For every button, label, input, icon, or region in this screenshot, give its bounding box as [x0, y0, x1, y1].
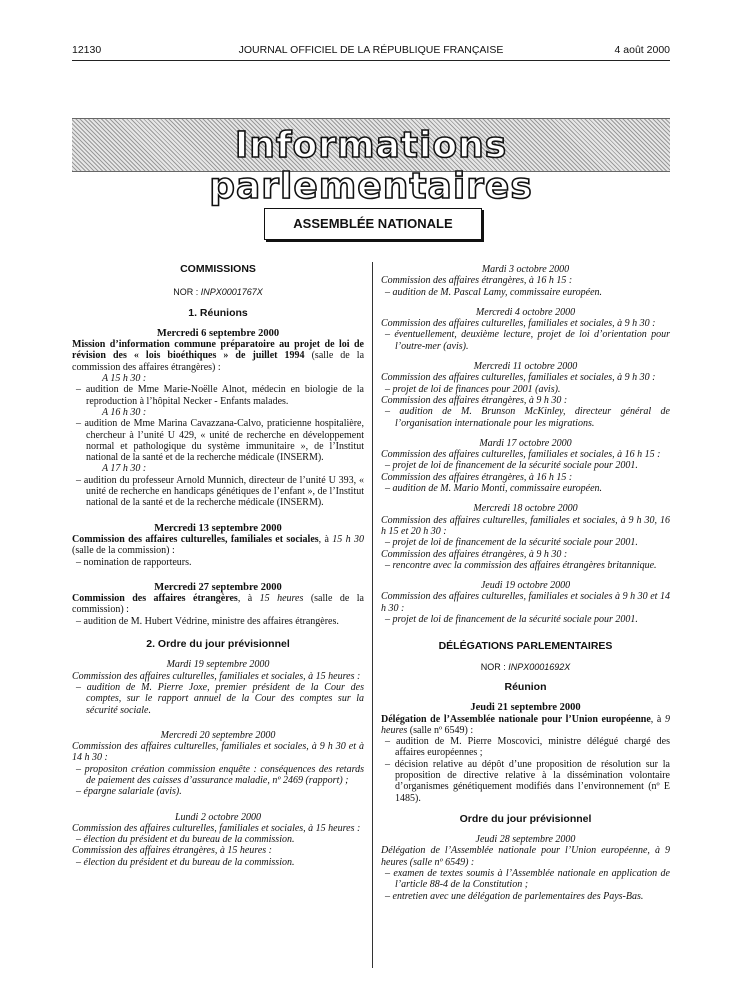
commissions-heading: COMMISSIONS: [180, 263, 256, 275]
commission-paragraph: Commission des affaires étrangères, à 9 h 30 :: [381, 394, 568, 406]
agenda-item: – audition de M. Pierre Joxe, premier président de la Cour des comptes, sur le rapport annuel de la Cour des comptes sur la sécurité sociale.: [76, 681, 364, 716]
day-heading: Mercredi 11 octobre 2000: [473, 361, 578, 373]
agenda-item: – audition de M. Pierre Moscovici, ministre délégué chargé des affaires européennes ;: [385, 736, 670, 759]
commission-paragraph: Commission des affaires culturelles, familiales et sociales, à 15 heures :: [72, 822, 361, 834]
day-heading: Mardi 19 septembre 2000: [166, 659, 270, 671]
day-heading: Mercredi 20 septembre 2000: [160, 729, 276, 741]
reunions-heading: 1. Réunions: [188, 306, 248, 319]
agenda-item: – éventuellement, deuxième lecture, projet de loi d’orientation pour l’outre-mer (avis).: [385, 329, 670, 352]
day-heading: Mercredi 13 septembre 2000: [154, 522, 282, 534]
day-heading: Mercredi 4 octobre 2000: [475, 306, 576, 318]
agenda-item: – examen de textes soumis à l’Assemblée nationale en application de l’article 88-4 de la Constitution ;: [385, 868, 670, 891]
agenda-item: – audition de M. Pascal Lamy, commissaire européen.: [385, 286, 603, 298]
commission-paragraph: Commission des affaires étrangères, à 16 h 15 :: [381, 471, 573, 483]
commission-paragraph: Commission des affaires étrangères, à 15 heures :: [72, 845, 272, 857]
agenda-item: – projet de loi de financement de la sécurité sociale pour 2001.: [385, 614, 638, 626]
mission-paragraph: Mission d’information commune préparatoire au projet de loi de révision des « lois bioéthiques » de juillet 1994 (salle de la commission des affaires étrangères) :: [72, 339, 365, 373]
commission-paragraph: Commission des affaires culturelles, familiales et sociales, à 9 h 30, 16 h 15 et 20 h 30 :: [381, 514, 670, 537]
ordre-du-jour-heading: 2. Ordre du jour prévisionnel: [146, 638, 290, 651]
agenda-item: – élection du président et du bureau de la commission.: [76, 834, 295, 846]
agenda-item: – élection du président et du bureau de la commission.: [76, 856, 295, 868]
day-heading: Mercredi 6 septembre 2000: [156, 327, 280, 339]
nor-reference: NOR : INPX0001692X: [480, 661, 571, 672]
delegation-paragraph: Délégation de l’Assemblée nationale pour l’Union européenne, à 9 heures (salle nº 6549) :: [381, 845, 670, 868]
commission-paragraph: Commission des affaires étrangères, à 15 heures (salle de la commission) :: [72, 593, 364, 616]
agenda-item: – audition de M. Hubert Védrine, ministre des affaires étrangères.: [76, 615, 339, 627]
agenda-item: – audition de Mme Marie-Noëlle Alnot, médecin en biologie de la reproduction à l’hôpital Necker - Enfants malades.: [76, 384, 364, 407]
commission-paragraph: Commission des affaires culturelles, familiales et sociales, à 9 h 30 :: [381, 372, 656, 384]
day-heading: Jeudi 19 octobre 2000: [480, 580, 571, 592]
nor-reference: NOR : INPX0001767X: [173, 287, 263, 298]
day-heading: Lundi 2 octobre 2000: [174, 811, 261, 823]
time-slot: A 17 h 30 :: [102, 463, 147, 475]
commission-paragraph: Commission des affaires culturelles, familiales et sociales, à 16 h 15 :: [381, 449, 661, 461]
section-banner: [72, 118, 670, 207]
page-number: 12130: [72, 44, 102, 56]
right-column: [381, 264, 670, 902]
time-slot: A 15 h 30 :: [102, 373, 147, 385]
agenda-item: – nomination de rapporteurs.: [76, 556, 192, 568]
day-heading: Mardi 17 octobre 2000: [479, 437, 572, 449]
delegations-heading: DÉLÉGATIONS PARLEMENTAIRES: [438, 640, 613, 653]
day-heading: Jeudi 21 septembre 2000: [470, 702, 581, 714]
day-heading: Mercredi 27 septembre 2000: [154, 581, 282, 593]
day-heading: Jeudi 28 septembre 2000: [475, 834, 576, 846]
journal-title: JOURNAL OFFICIEL DE LA RÉPUBLIQUE FRANÇAISE: [238, 44, 504, 56]
agenda-item: – décision relative au dépôt d’une proposition de résolution sur la proposition de directive relative à la dissémination volontaire d’organismes génétiquement modifiés dans l’environnement (nº E 1485).: [385, 758, 670, 804]
ordre-du-jour-heading: Ordre du jour prévisionnel: [459, 812, 592, 825]
banner-title: Informations parlementaires: [209, 125, 533, 207]
agenda-item: – projet de loi de finances pour 2001 (avis).: [385, 383, 561, 395]
agenda-item: – projet de loi de financement de la sécurité sociale pour 2001.: [385, 537, 638, 549]
delegation-paragraph: Délégation de l’Assemblée nationale pour l’Union européenne, à 9 heures (salle nº 6549) :: [381, 713, 670, 736]
day-heading: Mercredi 18 octobre 2000: [473, 503, 578, 515]
issue-date: 4 août 2000: [614, 44, 670, 56]
reunion-heading: Réunion: [504, 680, 547, 693]
agenda-item: – épargne salariale (avis).: [76, 786, 182, 798]
agenda-item: – rencontre avec la commission des affaires étrangères britannique.: [385, 559, 657, 571]
time-slot: A 16 h 30 :: [102, 406, 147, 418]
chamber-title-box: [264, 208, 482, 240]
chamber-title: ASSEMBLÉE NATIONALE: [293, 216, 453, 231]
agenda-item: – audition de Mme Marina Cavazzana-Calvo, praticienne hospitalière, chercheur à l’unité U 429, « unité de recherche en développement normal et pathologique du système immunitaire », de l’Institut national de la santé et de la recherche médicale (INSERM).: [76, 418, 364, 464]
day-heading: Mardi 3 octobre 2000: [481, 264, 570, 275]
commission-paragraph: Commission des affaires culturelles, familiales et sociales à 9 h 30 et 14 h 30 :: [381, 591, 670, 614]
agenda-item: – entretien avec une délégation de parlementaires des Pays-Bas.: [385, 890, 644, 902]
agenda-item: – projet de loi de financement de la sécurité sociale pour 2001.: [385, 460, 638, 472]
commission-paragraph: Commission des affaires culturelles, familiales et sociales, à 15 h 30 (salle de la commission) :: [72, 533, 364, 557]
commission-paragraph: Commission des affaires culturelles, familiales et sociales, à 9 h 30 :: [381, 318, 656, 330]
commission-paragraph: Commission des affaires étrangères, à 9 h 30 :: [381, 548, 568, 560]
header-rule: [72, 60, 670, 61]
column-divider: [372, 262, 373, 968]
commission-paragraph: Commission des affaires culturelles, familiales et sociales, à 9 h 30 et à 14 h 30 :: [72, 741, 364, 764]
agenda-item: – audition du professeur Arnold Munnich, directeur de l’unité U 393, « unité de recherche en handicaps génétiques de l’enfant », de l’Institut national de la santé et de la recherche médicale (INSERM).: [76, 474, 364, 509]
agenda-item: – propositon création commission enquête : conséquences des retards de paiement des caisses d’assurance maladie, nº 2469 (rapport) ;: [76, 763, 364, 786]
commission-paragraph: Commission des affaires étrangères, à 16 h 15 :: [381, 275, 573, 287]
commission-paragraph: Commission des affaires culturelles, familiales et sociales, à 15 heures :: [72, 670, 361, 682]
agenda-item: – audition de M. Brunson McKinley, directeur général de l’organisation internationale pour les migrations.: [385, 406, 670, 429]
left-column: [72, 264, 364, 868]
agenda-item: – audition de M. Mario Monti, commissaire européen.: [385, 483, 603, 495]
